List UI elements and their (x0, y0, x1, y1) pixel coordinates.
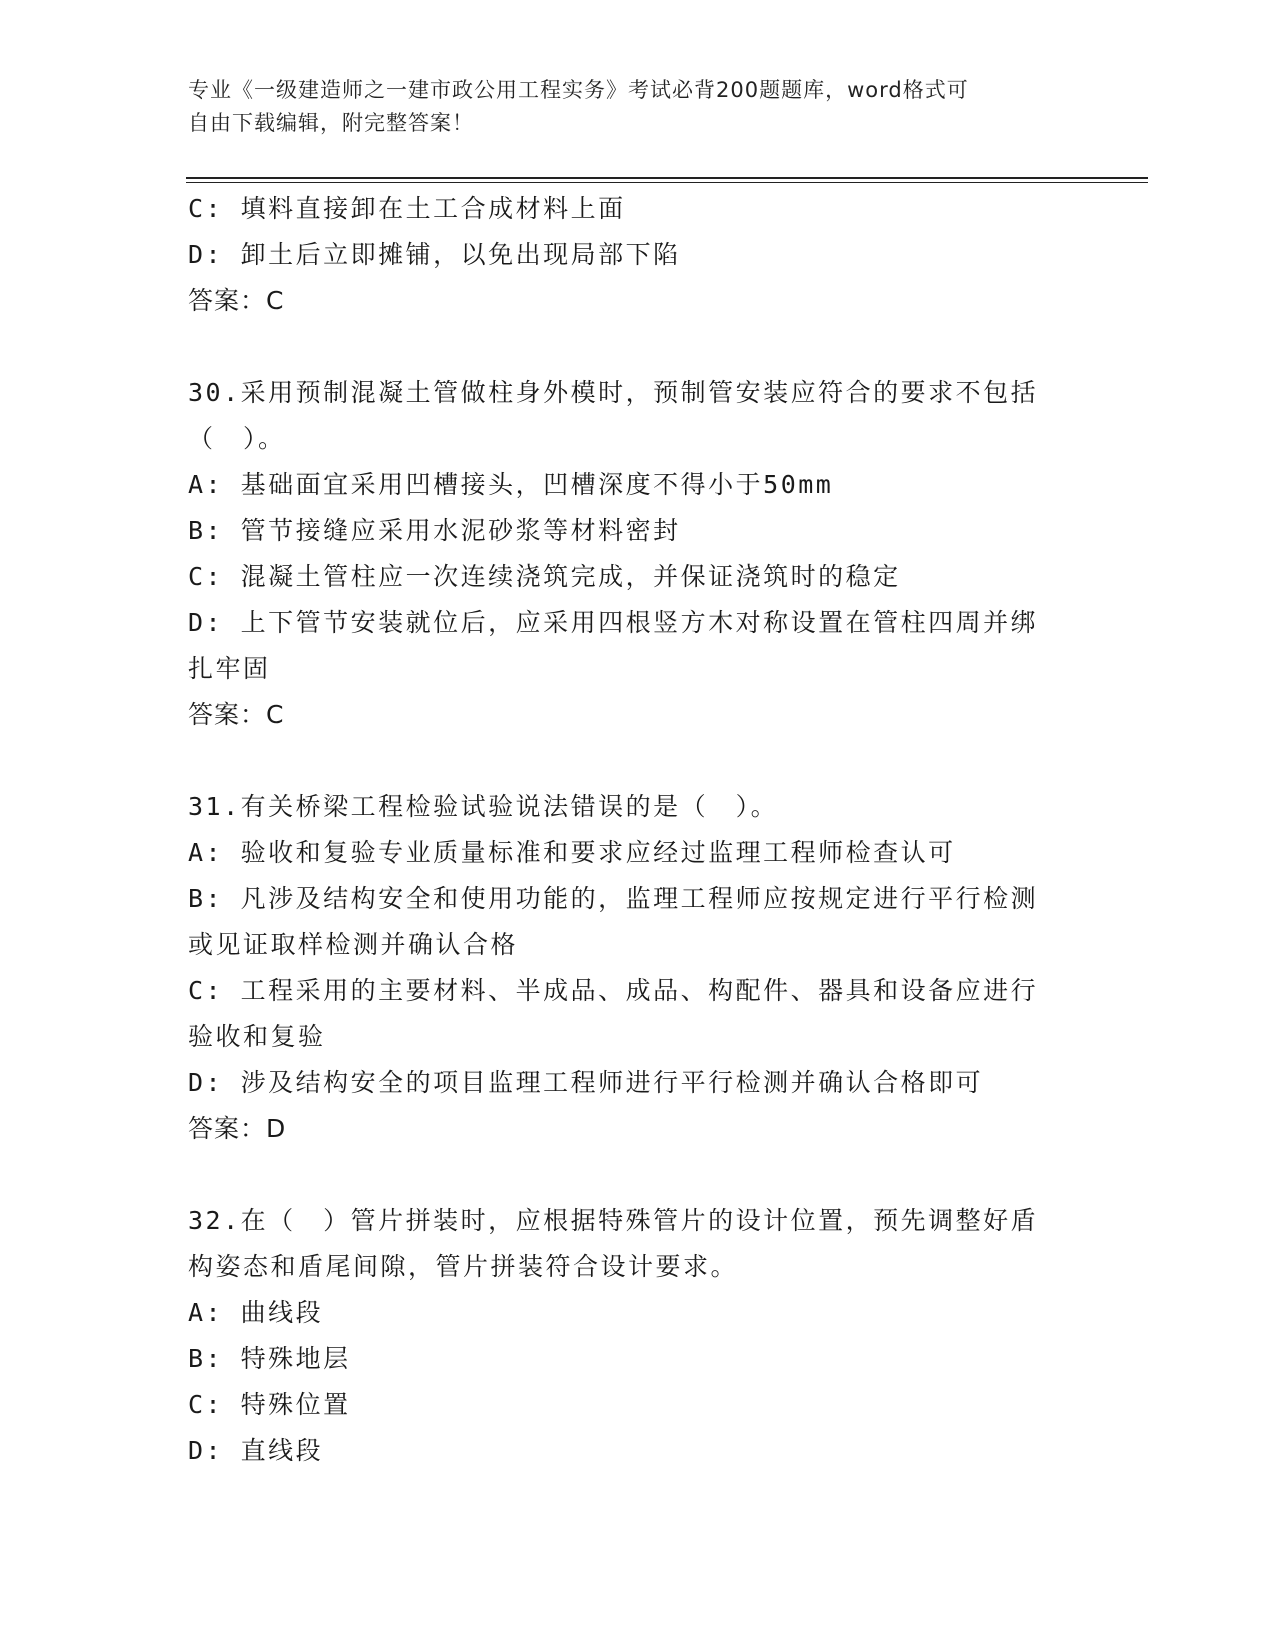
option-d-cont: 扎牢固 (188, 654, 271, 683)
answer: 答案：D (188, 1114, 287, 1143)
option-d: D: 卸土后立即摊铺，以免出现局部下陷 (188, 240, 681, 269)
option-a: A: 验收和复验专业质量标准和要求应经过监理工程师检查认可 (188, 838, 956, 867)
spacer (188, 738, 1078, 784)
spacer (188, 324, 1078, 370)
question-31 (188, 784, 1078, 1152)
question-stem: 32.在（ ）管片拼装时，应根据特殊管片的设计位置，预先调整好盾 (188, 1206, 1039, 1235)
prev-question-tail (188, 186, 1078, 324)
spacer (188, 1152, 1078, 1198)
option-c: C: 填料直接卸在土工合成材料上面 (188, 194, 626, 223)
header-title-line1: 专业《一级建造师之一建市政公用工程实务》考试必背200题题库，word格式可 (188, 78, 969, 102)
question-stem-cont: 构姿态和盾尾间隙，管片拼装符合设计要求。 (188, 1252, 739, 1281)
document-body (188, 186, 1078, 1474)
option-d: D: 涉及结构安全的项目监理工程师进行平行检测并确认合格即可 (188, 1068, 984, 1097)
option-c: C: 混凝土管柱应一次连续浇筑完成，并保证浇筑时的稳定 (188, 562, 901, 591)
answer: 答案：C (188, 286, 285, 315)
option-c: C: 工程采用的主要材料、半成品、成品、构配件、器具和设备应进行 (188, 976, 1039, 1005)
option-b: B: 特殊地层 (188, 1344, 351, 1373)
question-stem-cont: （ ）。 (188, 424, 286, 453)
question-stem: 31.有关桥梁工程检验试验说法错误的是（ ）。 (188, 792, 779, 821)
question-30 (188, 370, 1078, 738)
option-c: C: 特殊位置 (188, 1390, 351, 1419)
header-rule-thin (186, 182, 1148, 183)
question-stem: 30.采用预制混凝土管做柱身外模时，预制管安装应符合的要求不包括 (188, 378, 1039, 407)
option-b: B: 凡涉及结构安全和使用功能的，监理工程师应按规定进行平行检测 (188, 884, 1039, 913)
option-a: A: 曲线段 (188, 1298, 324, 1327)
answer: 答案：C (188, 700, 285, 729)
option-b: B: 管节接缝应采用水泥砂浆等材料密封 (188, 516, 681, 545)
header-rule-thick (186, 177, 1148, 179)
option-c-cont: 验收和复验 (188, 1022, 326, 1051)
option-d: D: 直线段 (188, 1436, 324, 1465)
header-title-line2: 自由下载编辑，附完整答案！ (188, 111, 474, 135)
option-a: A: 基础面宜采用凹槽接头，凹槽深度不得小于50mm (188, 470, 834, 499)
question-32 (188, 1198, 1078, 1474)
option-d: D: 上下管节安装就位后，应采用四根竖方木对称设置在管柱四周并绑 (188, 608, 1039, 637)
option-b-cont: 或见证取样检测并确认合格 (188, 930, 519, 959)
document-header (188, 74, 1088, 140)
